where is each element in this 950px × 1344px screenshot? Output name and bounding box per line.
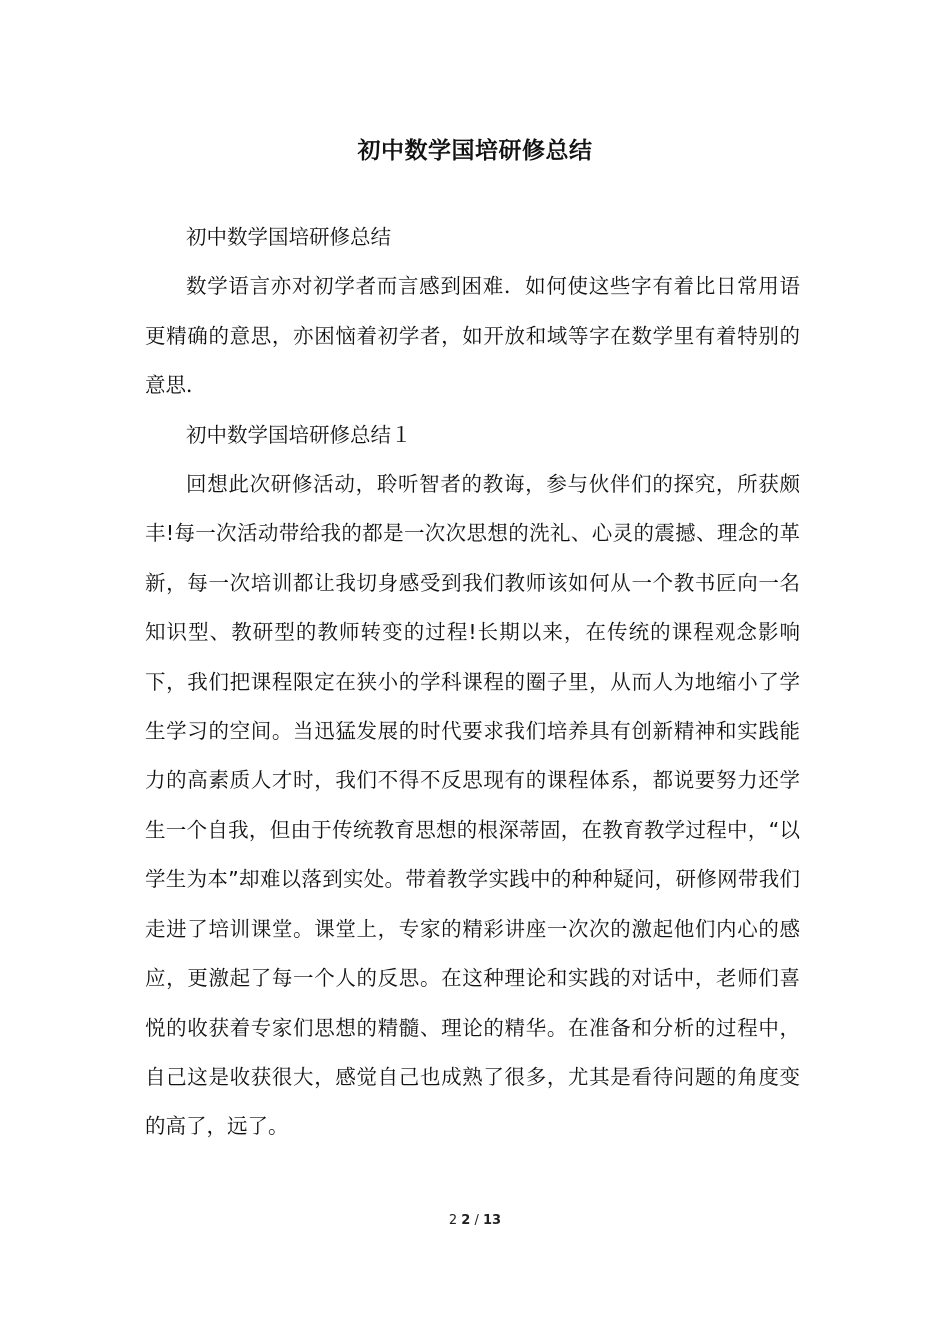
page-number-separator: / — [474, 1213, 479, 1228]
page-number-total: 13 — [483, 1213, 502, 1228]
page-number — [0, 1211, 950, 1231]
document-title: 初中数学国培研修总结 — [357, 138, 593, 164]
paragraph-intro: 数学语言亦对初学者而言感到困难．如何使这些字有着比日常用语更精确的意思，亦困恼着初学者，如开放和域等字在数学里有着特别的意思． — [145, 274, 800, 398]
document-body — [145, 213, 800, 1152]
paragraph-main: 回想此次研修活动，聆听智者的教诲，参与伙伴们的探究，所获颇丰!每一次活动带给我的都是一次次思想的洗礼、心灵的震撼、理念的革新，每一次培训都让我切身感受到我们教师该如何从一个教书匠向一名知识型、教研型的教师转变的过程!长期以来，在传统的课程观念影响下，我们把课程限定在狭小的学科课程的圈子里，从而人为地缩小了学生学习的空间。当迅猛发展的时代要求我们培养具有创新精神和实践能力的高素质人才时，我们不得不反思现有的课程体系，都说要努力还学生一个自我，但由于传统教育思想的根深蒂固，在教育教学过程中，“以学生为本”却难以落到实处。带着教学实践中的种种疑问，研修网带我们走进了培训课堂。课堂上，专家的精彩讲座一次次的激起他们内心的感应，更激起了每一个人的反思。在这种理论和实践的对话中，老师们喜悦的收获着专家们思想的精髓、理论的精华。在准备和分析的过程中，自己这是收获很大，感觉自己也成熟了很多，尤其是看待问题的角度变的高了，远了。 — [145, 472, 800, 1139]
page-number-prefix: 2 — [448, 1213, 458, 1228]
paragraph-section-heading: 初中数学国培研修总结１ — [186, 422, 412, 447]
paragraph-subtitle: 初中数学国培研修总结 — [186, 225, 391, 249]
page-number-current: 2 — [461, 1213, 471, 1228]
